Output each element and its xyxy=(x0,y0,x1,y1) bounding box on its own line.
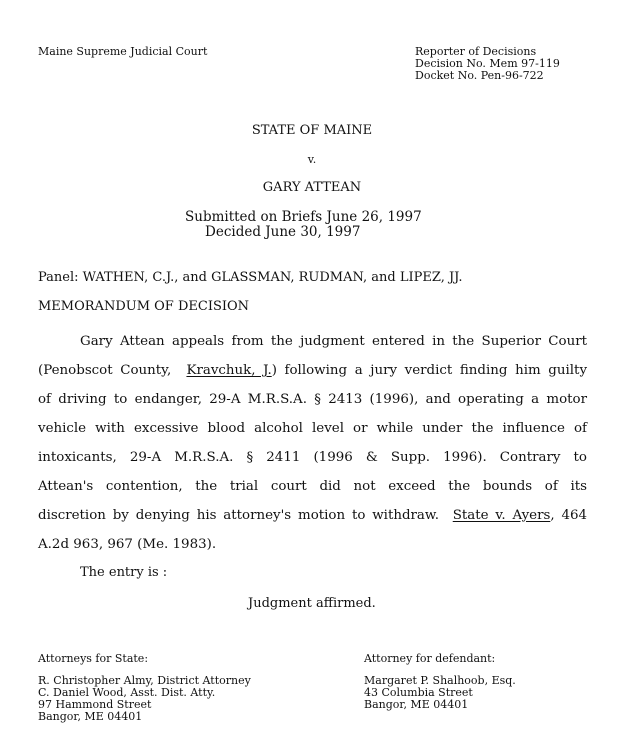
decided-date: Decided June 30, 1997 xyxy=(205,224,361,240)
state-attorneys-heading: Attorneys for State: xyxy=(38,652,149,665)
defendant-caption: GARY ATTEAN xyxy=(262,180,362,195)
plaintiff-caption: STATE OF MAINE xyxy=(251,123,373,138)
reporter-block xyxy=(415,46,560,82)
versus-caption: v. xyxy=(307,153,317,166)
court-name: Maine Supreme Judicial Court xyxy=(38,45,208,58)
panel-judges: Panel: WATHEN, C.J., and GLASSMAN, RUDMAN, and LIPEZ, JJ. xyxy=(38,270,463,285)
reporter-label: Reporter of Decisions xyxy=(415,45,537,58)
decision-body xyxy=(38,327,587,559)
body-text-fragment: discretion by denying his attorney's motion to withdraw. xyxy=(38,508,440,523)
state-attorney-line: C. Daniel Wood, Asst. Dist. Atty. xyxy=(38,686,216,699)
body-text-fragment: (Penobscot County, xyxy=(38,363,172,378)
defendant-attorney-line: Margaret P. Shalhoob, Esq. xyxy=(364,674,516,687)
body-line xyxy=(38,501,587,530)
state-attorney-line: R. Christopher Almy, District Attorney xyxy=(38,674,251,687)
body-line: Gary Attean appeals from the judgment entered in the Superior Court xyxy=(80,334,587,349)
docket-number: Docket No. Pen-96-722 xyxy=(415,69,544,82)
body-line: Attean's contention, the trial court did not exceed the bounds of its xyxy=(38,479,587,494)
body-line: vehicle with excessive blood alcohol level or while under the influence of xyxy=(38,421,587,436)
judgment-result: Judgment affirmed. xyxy=(248,596,376,611)
defendant-attorney-list xyxy=(364,675,516,711)
body-line: of driving to endanger, 29-A M.R.S.A. § 2413 (1996), and operating a motor xyxy=(38,392,587,407)
defendant-attorney-heading: Attorney for defendant: xyxy=(364,652,496,665)
body-text-fragment: , 464 xyxy=(550,508,588,523)
state-attorneys-list xyxy=(38,675,251,723)
state-attorney-line: 97 Hammond Street xyxy=(38,698,152,711)
body-line: A.2d 963, 967 (Me. 1983). xyxy=(38,537,217,552)
judge-name: Kravchuk, J. xyxy=(186,363,272,378)
memo-title: MEMORANDUM OF DECISION xyxy=(38,299,250,314)
entry-label: The entry is : xyxy=(80,565,168,580)
decision-number: Decision No. Mem 97-119 xyxy=(415,57,560,70)
defendant-attorney-line: 43 Columbia Street xyxy=(364,686,473,699)
body-line: intoxicants, 29-A M.R.S.A. § 2411 (1996 & Supp. 1996). Contrary to xyxy=(38,450,587,465)
body-line xyxy=(38,356,587,385)
state-attorney-line: Bangor, ME 04401 xyxy=(38,710,143,723)
case-citation: State v. Ayers xyxy=(452,508,551,523)
submitted-date: Submitted on Briefs June 26, 1997 xyxy=(185,209,422,225)
body-text-fragment: ) following a jury verdict finding him guilty xyxy=(271,363,588,378)
defendant-attorney-line: Bangor, ME 04401 xyxy=(364,698,469,711)
